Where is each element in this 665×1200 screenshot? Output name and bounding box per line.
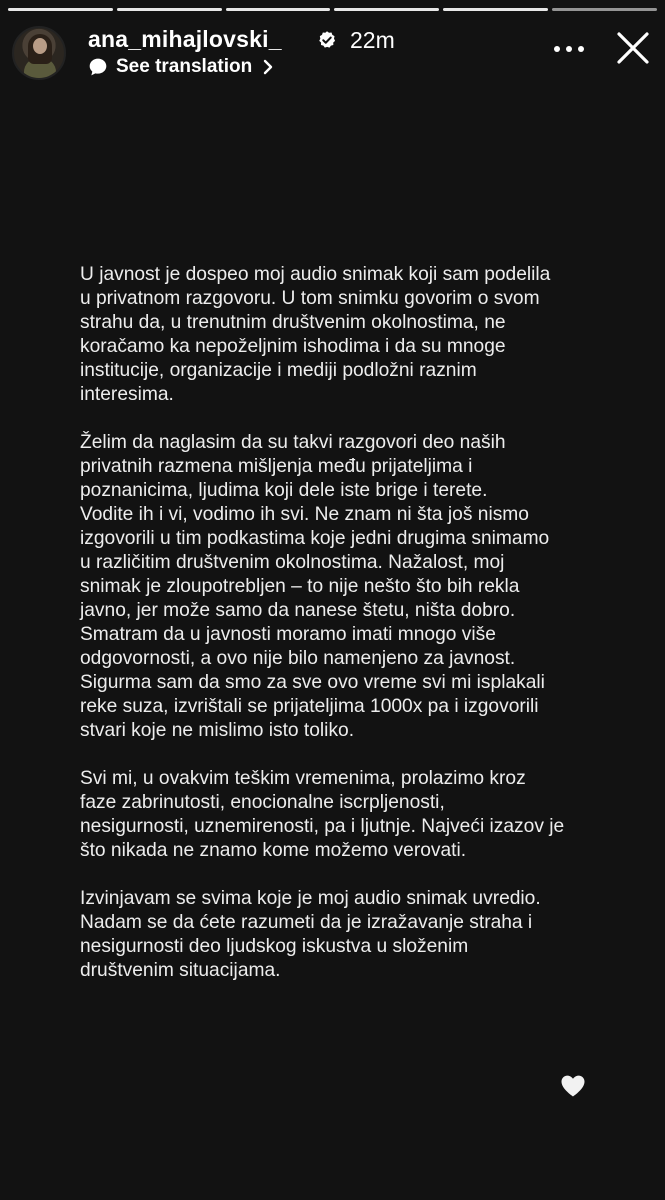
chevron-right-icon [262,59,274,75]
story-text [80,263,600,1007]
story-paragraph: Svi mi, u ovakvim teškim vremenima, prolazimo kroz faze zabrinutosti, enocionalne iscrpljenosti, nesigurnosti, uznemirenosti, pa i ljutnje. Najveći izazov je što nikada ne znamo kome možemo verovati. [80,768,565,861]
avatar[interactable] [12,26,66,80]
heart-icon[interactable] [560,1074,586,1098]
story-progress-bar [8,8,657,11]
progress-segment-current [552,8,657,11]
post-time: 22m [350,27,395,53]
username[interactable]: ana_mihajlovski_ [88,26,282,52]
speech-bubble-icon [88,57,108,77]
more-horizontal-icon[interactable] [552,39,586,59]
progress-segment [8,8,113,11]
progress-segment [334,8,439,11]
see-translation-label: See translation [116,56,253,77]
progress-segment [226,8,331,11]
progress-segment [117,8,222,11]
close-icon[interactable] [615,30,651,66]
story-paragraph: Želim da naglasim da su takvi razgovori deo naših privatnih razmena mišljenja među prijateljima i poznanicima, ljudima koji dele iste brige i terete. Vodite ih i vi, vodimo ih svi. Ne znam ni šta još nismo izgovorili u tim podkastima koje jedni drugima snimamo u različitim društvenim okolnostima. Nažalost, moj snimak je zloupotrebljen – to nije nešto što bih rekla javno, jer može samo da nanese štetu, ništa dobro. Smatram da u javnosti moramo imati mnogo više odgovornosti, a ovo nije bilo namenjeno za javnost. Sigurma sam da smo za sve ovo vreme svi mi isplakali reke suza, izvrištali se prijateljima 1000x pa i izgovorili stvari koje ne mislimo isto toliko. [80,432,550,741]
progress-segment [443,8,548,11]
verified-badge-icon [317,30,337,50]
story-paragraph: Izvinjavam se svima koje je moj audio snimak uvredio. Nadam se da ćete razumeti da je izražavanje straha i nesigurnosti deo ljudskog iskustva u složenim društvenim situacijama. [80,888,541,981]
see-translation-button[interactable] [88,56,274,78]
story-paragraph: U javnost je dospeo moj audio snimak koji sam podelila u privatnom razgovoru. U tom snimku govorim o svom strahu da, u trenutnim društvenim okolnostima, ne koračamo ka nepoželjnim ishodima i da su mnoge institucije, organizacije i mediji podložni raznim interesima. [80,264,551,405]
story-header [12,22,653,84]
